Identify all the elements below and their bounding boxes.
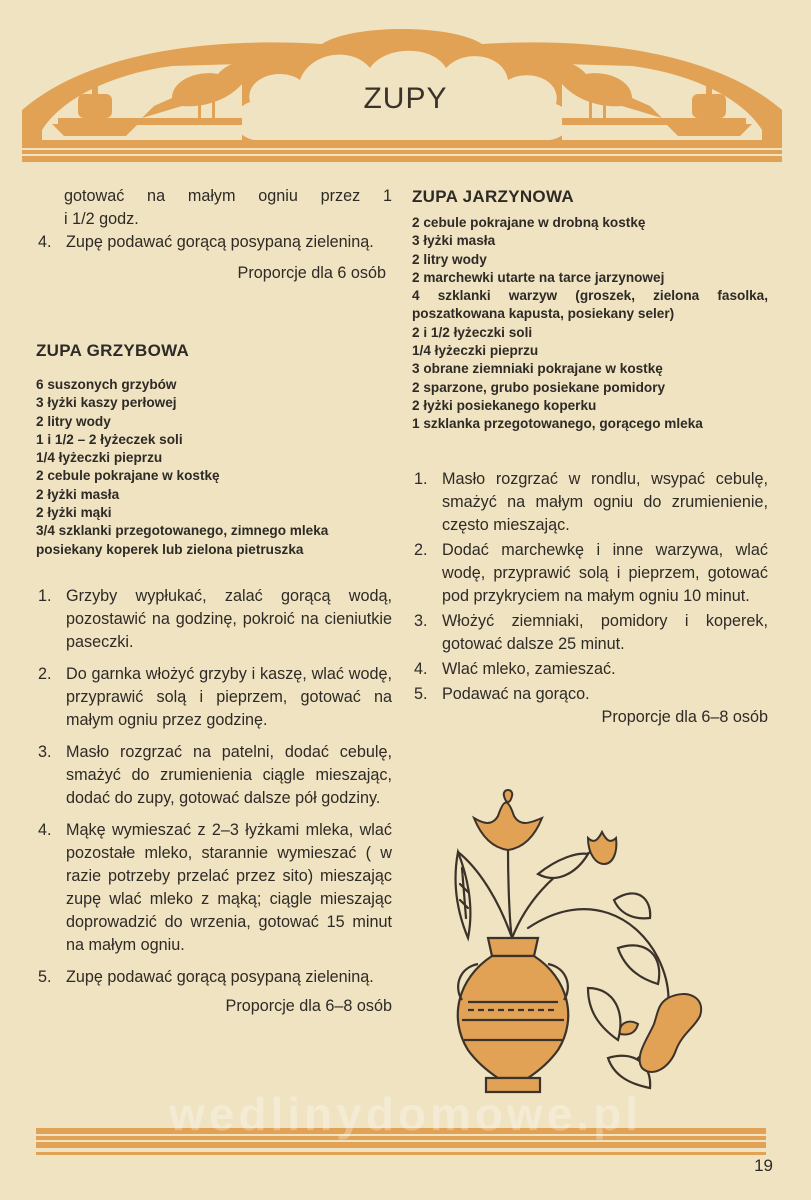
ingredient-item: 2 marchewki utarte na tarce jarzynowej — [412, 269, 665, 285]
step-text: Do garnka włożyć grzyby i kaszę, wlać wodę, przyprawić solą i pieprzem, gotować na małym ogniu przez godzinę. — [66, 664, 392, 729]
step-item — [36, 741, 392, 810]
ingredient-item: 2 cebule pokrajane w drobną kostkę — [412, 215, 646, 230]
step-text: Wlać mleko, zamieszać. — [442, 659, 616, 678]
step-number: 5. — [38, 967, 52, 986]
step-item — [412, 539, 768, 608]
ingredient-item: 3 łyżki masła — [412, 233, 496, 249]
ingredient-list — [36, 376, 392, 559]
step-number: 2. — [414, 540, 428, 559]
left-column — [36, 185, 392, 1018]
step-number: 3. — [414, 611, 428, 630]
ingredient-item: 2 sparzone, grubo posiekane pomidory — [412, 379, 666, 395]
step-text: Masło rozgrzać na patelni, dodać cebulę, smażyć do zrumienienia ciągle mieszając, dodać do zupy, gotować dalsze pół godziny. — [66, 742, 392, 807]
continuation-step — [36, 231, 392, 254]
ingredient-item: 6 suszonych grzybów — [36, 377, 177, 392]
step-text: Dodać marchewkę i inne warzywa, wlać wodę, przyprawić solą i pieprzem, gotować pod przykryciem na małym ogniu 10 minut. — [442, 540, 768, 605]
step-list — [36, 585, 392, 989]
step-number: 4. — [38, 233, 52, 251]
ingredient-item: 2 łyżki posiekanego koperku — [412, 397, 597, 413]
watermark: wedlinydomowe.pl — [169, 1088, 642, 1140]
ingredient-item: 2 łyżki mąki — [36, 505, 112, 521]
step-number: 4. — [38, 820, 52, 839]
ingredient-item: 2 litry wody — [412, 251, 487, 267]
ingredient-item: 3 łyżki kaszy perłowej — [36, 395, 177, 411]
continuation-line: i 1/2 godz. — [64, 210, 139, 228]
right-column — [412, 185, 768, 729]
step-text: Zupę podawać gorącą posypaną zieleniną. — [66, 967, 374, 986]
recipe-title: ZUPA GRZYBOWA — [36, 341, 190, 360]
continuation-line: gotować na małym ogniu przez 1 — [64, 187, 392, 205]
step-text: Włożyć ziemniaki, pomidory i koperek, gotować dalsze 25 minut. — [442, 611, 768, 653]
ingredient-item: posiekany koperek lub zielona pietruszka — [36, 541, 304, 557]
step-number: 3. — [38, 742, 52, 761]
recipe-title: ZUPA JARZYNOWA — [412, 187, 574, 206]
ingredient-item: 3/4 szklanki przegotowanego, zimnego mleka — [36, 523, 329, 539]
ingredient-item: 2 i 1/2 łyżeczki soli — [412, 324, 533, 340]
ingredient-list — [412, 214, 768, 434]
section-title: ZUPY — [363, 82, 448, 115]
step-item — [36, 663, 392, 732]
step-number: 1. — [414, 469, 428, 488]
step-text: Masło rozgrzać w rondlu, wsypać cebulę, smażyć na małym ogniu do zrumienienie, często mieszając. — [442, 469, 768, 534]
step-text: Grzyby wypłukać, zalać gorącą wodą, pozostawić na godzinę, pokroić na cieniutkie paseczki. — [66, 586, 392, 651]
step-item — [36, 585, 392, 654]
vase-illustration — [438, 788, 738, 1100]
step-number: 2. — [38, 664, 52, 683]
ingredient-item: 4 szklanki warzyw (groszek, zielona fasolka, poszatkowana kapusta, posiekany seler) — [412, 288, 768, 322]
step-text: Zupę podawać gorącą posypaną zieleniną. — [66, 233, 374, 251]
proportion-note: Proporcje dla 6–8 osób — [601, 707, 768, 726]
proportion-note: Proporcje dla 6–8 osób — [225, 996, 392, 1015]
ingredient-item: 2 cebule pokrajane w kostkę — [36, 468, 220, 484]
page-number: 19 — [754, 1156, 773, 1175]
step-text: Mąkę wymieszać z 2–3 łyżkami mleka, wlać pozostałe mleko, starannie wymieszać ( w razie potrzeby przelać przez sito) mieszając zupę wlać mleko z mąką; ciągle mieszając doprowadzić do wrzenia, gotować 15 minut na małym ogniu. — [66, 820, 392, 954]
step-item — [412, 610, 768, 656]
step-number: 4. — [414, 659, 428, 678]
ingredient-item: 1 i 1/2 – 2 łyżeczek soli — [36, 431, 183, 447]
step-list — [412, 468, 768, 706]
step-text: Podawać na gorąco. — [442, 684, 590, 703]
ingredient-item: 1/4 łyżeczki pieprzu — [412, 343, 539, 359]
step-item — [412, 658, 768, 681]
step-number: 1. — [38, 586, 52, 605]
step-item — [36, 819, 392, 957]
ingredient-item: 3 obrane ziemniaki pokrajane w kostkę — [412, 361, 663, 377]
proportion-note: Proporcje dla 6 osób — [237, 264, 386, 282]
ingredient-item: 2 litry wody — [36, 413, 111, 429]
step-item — [412, 683, 768, 706]
step-item — [412, 468, 768, 537]
ingredient-item: 1/4 łyżeczki pieprzu — [36, 450, 163, 466]
ingredient-item: 1 szklanka przegotowanego, gorącego mleka — [412, 416, 703, 432]
ingredient-item: 2 łyżki masła — [36, 486, 120, 502]
step-number: 5. — [414, 684, 428, 703]
step-item — [36, 966, 392, 989]
